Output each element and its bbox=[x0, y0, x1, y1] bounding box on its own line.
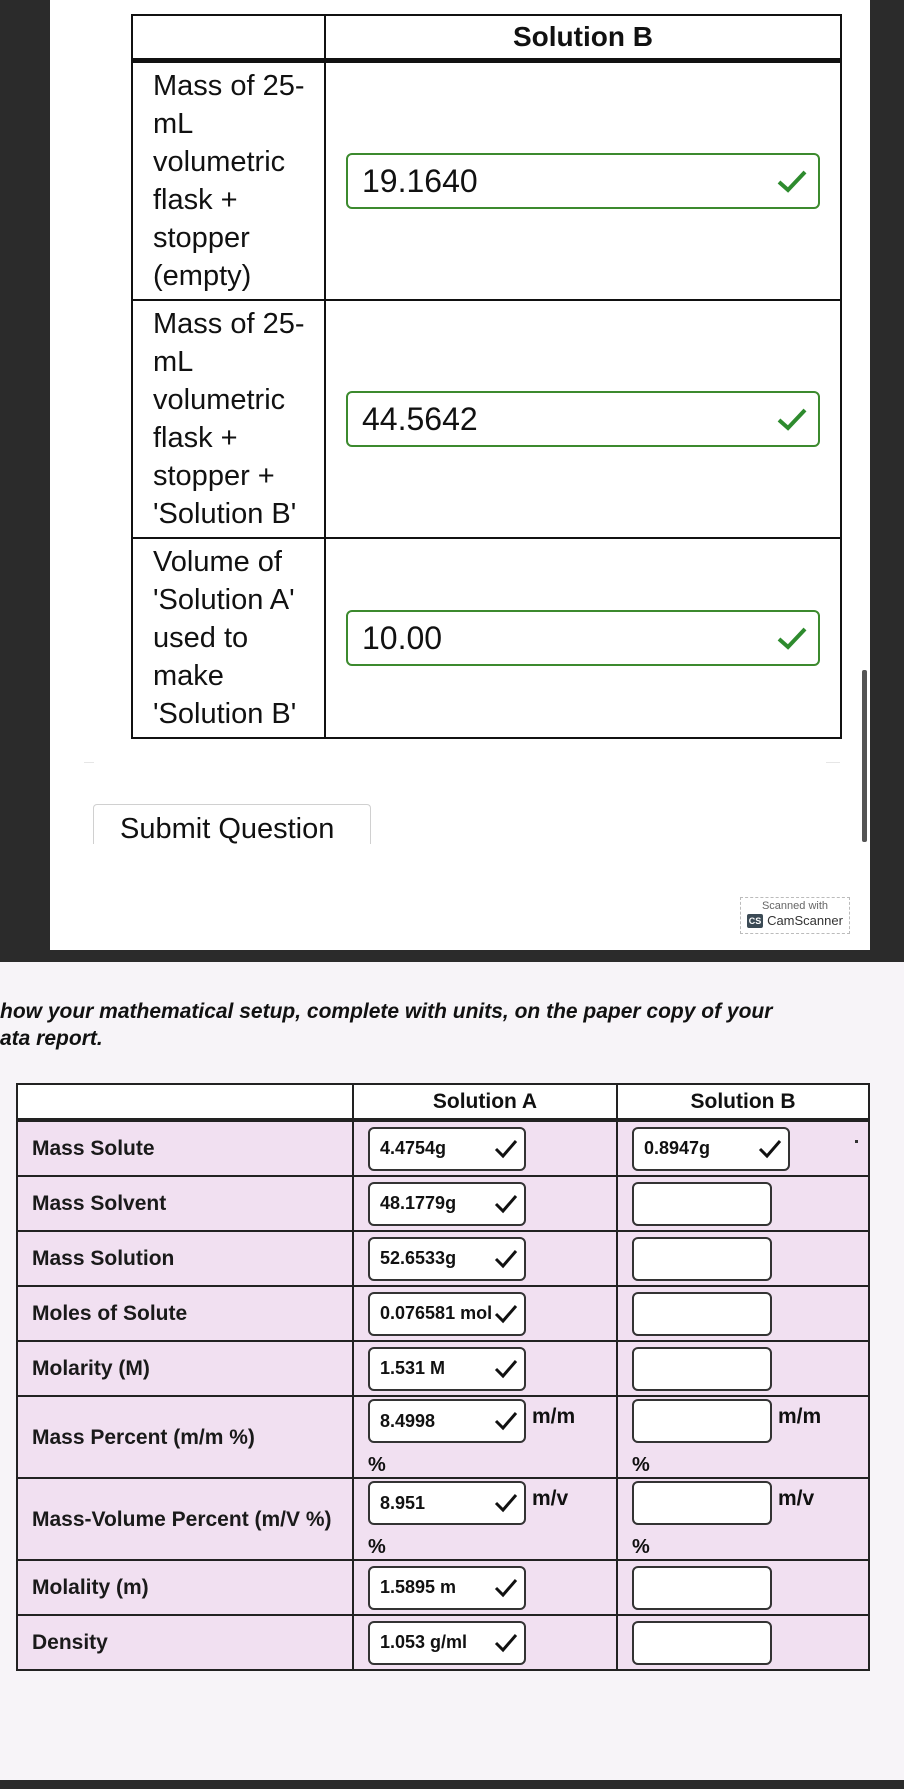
volume-solution-a-input[interactable] bbox=[346, 610, 820, 666]
cell-content bbox=[618, 1122, 868, 1175]
table-row bbox=[132, 538, 841, 738]
mass-solute-label: Mass Solute bbox=[17, 1120, 353, 1176]
input-value: 1.5895 m bbox=[380, 1577, 457, 1597]
density-b-input[interactable] bbox=[632, 1621, 772, 1665]
cell-content bbox=[354, 1616, 616, 1669]
check-icon bbox=[494, 1359, 518, 1379]
cell-content bbox=[354, 1561, 616, 1614]
check-icon bbox=[494, 1304, 518, 1324]
table-row bbox=[17, 1615, 869, 1670]
data-report-photo bbox=[0, 962, 904, 1780]
percent-sign: % bbox=[632, 1454, 650, 1476]
cell-content bbox=[354, 1122, 616, 1175]
scanner-brand bbox=[741, 913, 849, 928]
empty-flask-mass-input[interactable] bbox=[346, 153, 820, 209]
molality-a-input[interactable] bbox=[368, 1566, 526, 1610]
mass-percent-label: Mass Percent (m/m %) bbox=[17, 1396, 353, 1478]
moles-solute-a-input[interactable] bbox=[368, 1292, 526, 1336]
cell-content bbox=[618, 1561, 868, 1614]
cell-content bbox=[618, 1616, 868, 1669]
blank-header-cell bbox=[132, 15, 325, 61]
solution-a-cell bbox=[353, 1615, 617, 1670]
percent-sign: % bbox=[632, 1536, 650, 1558]
mass-solute-b-input[interactable] bbox=[632, 1127, 790, 1171]
pencil-dot bbox=[855, 1140, 858, 1143]
cell-content bbox=[354, 1342, 616, 1395]
solution-b-header: Solution B bbox=[325, 15, 841, 61]
input-value: 19.1640 bbox=[362, 162, 478, 199]
check-icon bbox=[758, 1139, 782, 1159]
mass-solvent-label: Mass Solvent bbox=[17, 1176, 353, 1231]
table-row bbox=[17, 1176, 869, 1231]
flask-with-solution-mass-input[interactable] bbox=[346, 391, 820, 447]
solution-b-cell bbox=[617, 1341, 869, 1396]
cell-content bbox=[354, 1177, 616, 1230]
check-icon bbox=[776, 169, 808, 193]
solution-b-cell bbox=[617, 1231, 869, 1286]
check-icon bbox=[494, 1139, 518, 1159]
input-value: 52.6533g bbox=[380, 1248, 457, 1268]
check-icon bbox=[494, 1633, 518, 1653]
mass-volume-percent-label: Mass-Volume Percent (m/V %) bbox=[17, 1478, 353, 1560]
cell-content bbox=[618, 1342, 868, 1395]
input-value: 0.8947g bbox=[644, 1138, 711, 1158]
check-icon bbox=[494, 1249, 518, 1269]
submit-question-button[interactable]: Submit Question bbox=[93, 804, 371, 844]
mass-solute-a-input[interactable] bbox=[368, 1127, 526, 1171]
check-icon bbox=[776, 407, 808, 431]
cell-content bbox=[354, 1477, 616, 1561]
camscanner-watermark bbox=[740, 897, 850, 934]
solution-properties-table bbox=[16, 1083, 870, 1671]
mass-percent-a-input[interactable] bbox=[368, 1399, 526, 1443]
unit-label: m/v bbox=[778, 1487, 815, 1510]
cell-content bbox=[354, 1395, 616, 1479]
moles-solute-b-input[interactable] bbox=[632, 1292, 772, 1336]
solution-b-cell bbox=[617, 1286, 869, 1341]
check-icon bbox=[494, 1493, 518, 1513]
molarity-a-input[interactable] bbox=[368, 1347, 526, 1391]
density-a-input[interactable] bbox=[368, 1621, 526, 1665]
row-label-empty-flask: Mass of 25-mL volumetric flask + stopper (empty) bbox=[132, 61, 325, 301]
molality-b-input[interactable] bbox=[632, 1566, 772, 1610]
solution-b-cell bbox=[617, 1120, 869, 1176]
solution-b-mass-table bbox=[131, 14, 842, 739]
mass-solution-a-input[interactable] bbox=[368, 1237, 526, 1281]
cell-content bbox=[354, 1232, 616, 1285]
unit-label: m/v bbox=[532, 1487, 569, 1510]
solution-b-cell bbox=[617, 1615, 869, 1670]
input-value: 48.1779g bbox=[380, 1193, 457, 1213]
check-icon bbox=[776, 626, 808, 650]
cell-content bbox=[618, 1477, 868, 1561]
input-value: 8.4998 bbox=[380, 1410, 436, 1431]
mass-solvent-a-input[interactable] bbox=[368, 1182, 526, 1226]
cell-content bbox=[618, 1232, 868, 1285]
input-value: 4.4754g bbox=[380, 1138, 447, 1158]
table-row bbox=[17, 1341, 869, 1396]
table-row bbox=[132, 61, 841, 301]
blank-header-cell bbox=[17, 1084, 353, 1120]
input-value: 10.00 bbox=[362, 619, 443, 656]
table-row bbox=[17, 1560, 869, 1615]
instructions-line-1: how your mathematical setup, complete with units, on the paper copy of your bbox=[0, 1000, 773, 1023]
input-cell bbox=[325, 300, 841, 538]
percent-sign: % bbox=[368, 1536, 386, 1558]
input-value: 1.531 M bbox=[380, 1358, 446, 1378]
table-row bbox=[17, 1120, 869, 1176]
solution-a-cell bbox=[353, 1341, 617, 1396]
unit-label: m/m bbox=[532, 1405, 576, 1428]
table-row bbox=[132, 300, 841, 538]
solution-a-cell bbox=[353, 1396, 617, 1478]
table-row bbox=[17, 1231, 869, 1286]
mass-solvent-b-input[interactable] bbox=[632, 1182, 772, 1226]
solution-b-cell bbox=[617, 1478, 869, 1560]
input-cell bbox=[325, 61, 841, 301]
bottom-frame-edge bbox=[0, 1780, 904, 1789]
instructions-line-2: ata report. bbox=[0, 1027, 103, 1050]
unit-label: m/m bbox=[778, 1405, 822, 1428]
check-icon bbox=[494, 1194, 518, 1214]
divider bbox=[826, 762, 840, 763]
instructions-text bbox=[0, 998, 880, 1050]
input-value: 1.053 g/ml bbox=[380, 1632, 468, 1652]
solution-a-cell bbox=[353, 1120, 617, 1176]
molality-label: Molality (m) bbox=[17, 1560, 353, 1615]
solution-a-header: Solution A bbox=[353, 1084, 617, 1120]
row-label-volume-solution-a: Volume of 'Solution A' used to make 'Solution B' bbox=[132, 538, 325, 738]
scanner-caption: Scanned with bbox=[761, 900, 829, 912]
molarity-b-input[interactable] bbox=[632, 1347, 772, 1391]
scrollbar[interactable] bbox=[862, 670, 867, 842]
solution-b-cell bbox=[617, 1560, 869, 1615]
solution-a-cell bbox=[353, 1478, 617, 1560]
mass-volume-percent-b-input[interactable] bbox=[632, 1481, 772, 1525]
mass-percent-b-input[interactable] bbox=[632, 1399, 772, 1443]
mass-solution-b-input[interactable] bbox=[632, 1237, 772, 1281]
cell-content bbox=[618, 1395, 868, 1479]
cell-content bbox=[354, 1287, 616, 1340]
divider bbox=[84, 762, 94, 763]
camscanner-logo-icon: CS bbox=[748, 915, 762, 926]
cell-content bbox=[618, 1287, 868, 1340]
moles-solute-label: Moles of Solute bbox=[17, 1286, 353, 1341]
table-row bbox=[17, 1286, 869, 1341]
solution-a-cell bbox=[353, 1560, 617, 1615]
input-value: 0.076581 mol bbox=[380, 1303, 493, 1323]
check-icon bbox=[494, 1578, 518, 1598]
input-cell bbox=[325, 538, 841, 738]
table-row bbox=[17, 1396, 869, 1478]
solution-a-cell bbox=[353, 1176, 617, 1231]
molarity-label: Molarity (M) bbox=[17, 1341, 353, 1396]
solution-b-header: Solution B bbox=[617, 1084, 869, 1120]
solution-b-cell bbox=[617, 1176, 869, 1231]
percent-sign: % bbox=[368, 1454, 386, 1476]
row-label-flask-with-solution: Mass of 25-mL volumetric flask + stopper + 'Solution B' bbox=[132, 300, 325, 538]
input-value: 8.951 bbox=[380, 1492, 426, 1513]
cell-content bbox=[618, 1177, 868, 1230]
check-icon bbox=[494, 1411, 518, 1431]
scanner-brand-name: CamScanner bbox=[767, 913, 843, 928]
solution-a-cell bbox=[353, 1231, 617, 1286]
mass-volume-percent-a-input[interactable] bbox=[368, 1481, 526, 1525]
solution-a-cell bbox=[353, 1286, 617, 1341]
table-row bbox=[17, 1478, 869, 1560]
solution-b-cell bbox=[617, 1396, 869, 1478]
density-label: Density bbox=[17, 1615, 353, 1670]
input-value: 44.5642 bbox=[362, 400, 478, 437]
mass-solution-label: Mass Solution bbox=[17, 1231, 353, 1286]
